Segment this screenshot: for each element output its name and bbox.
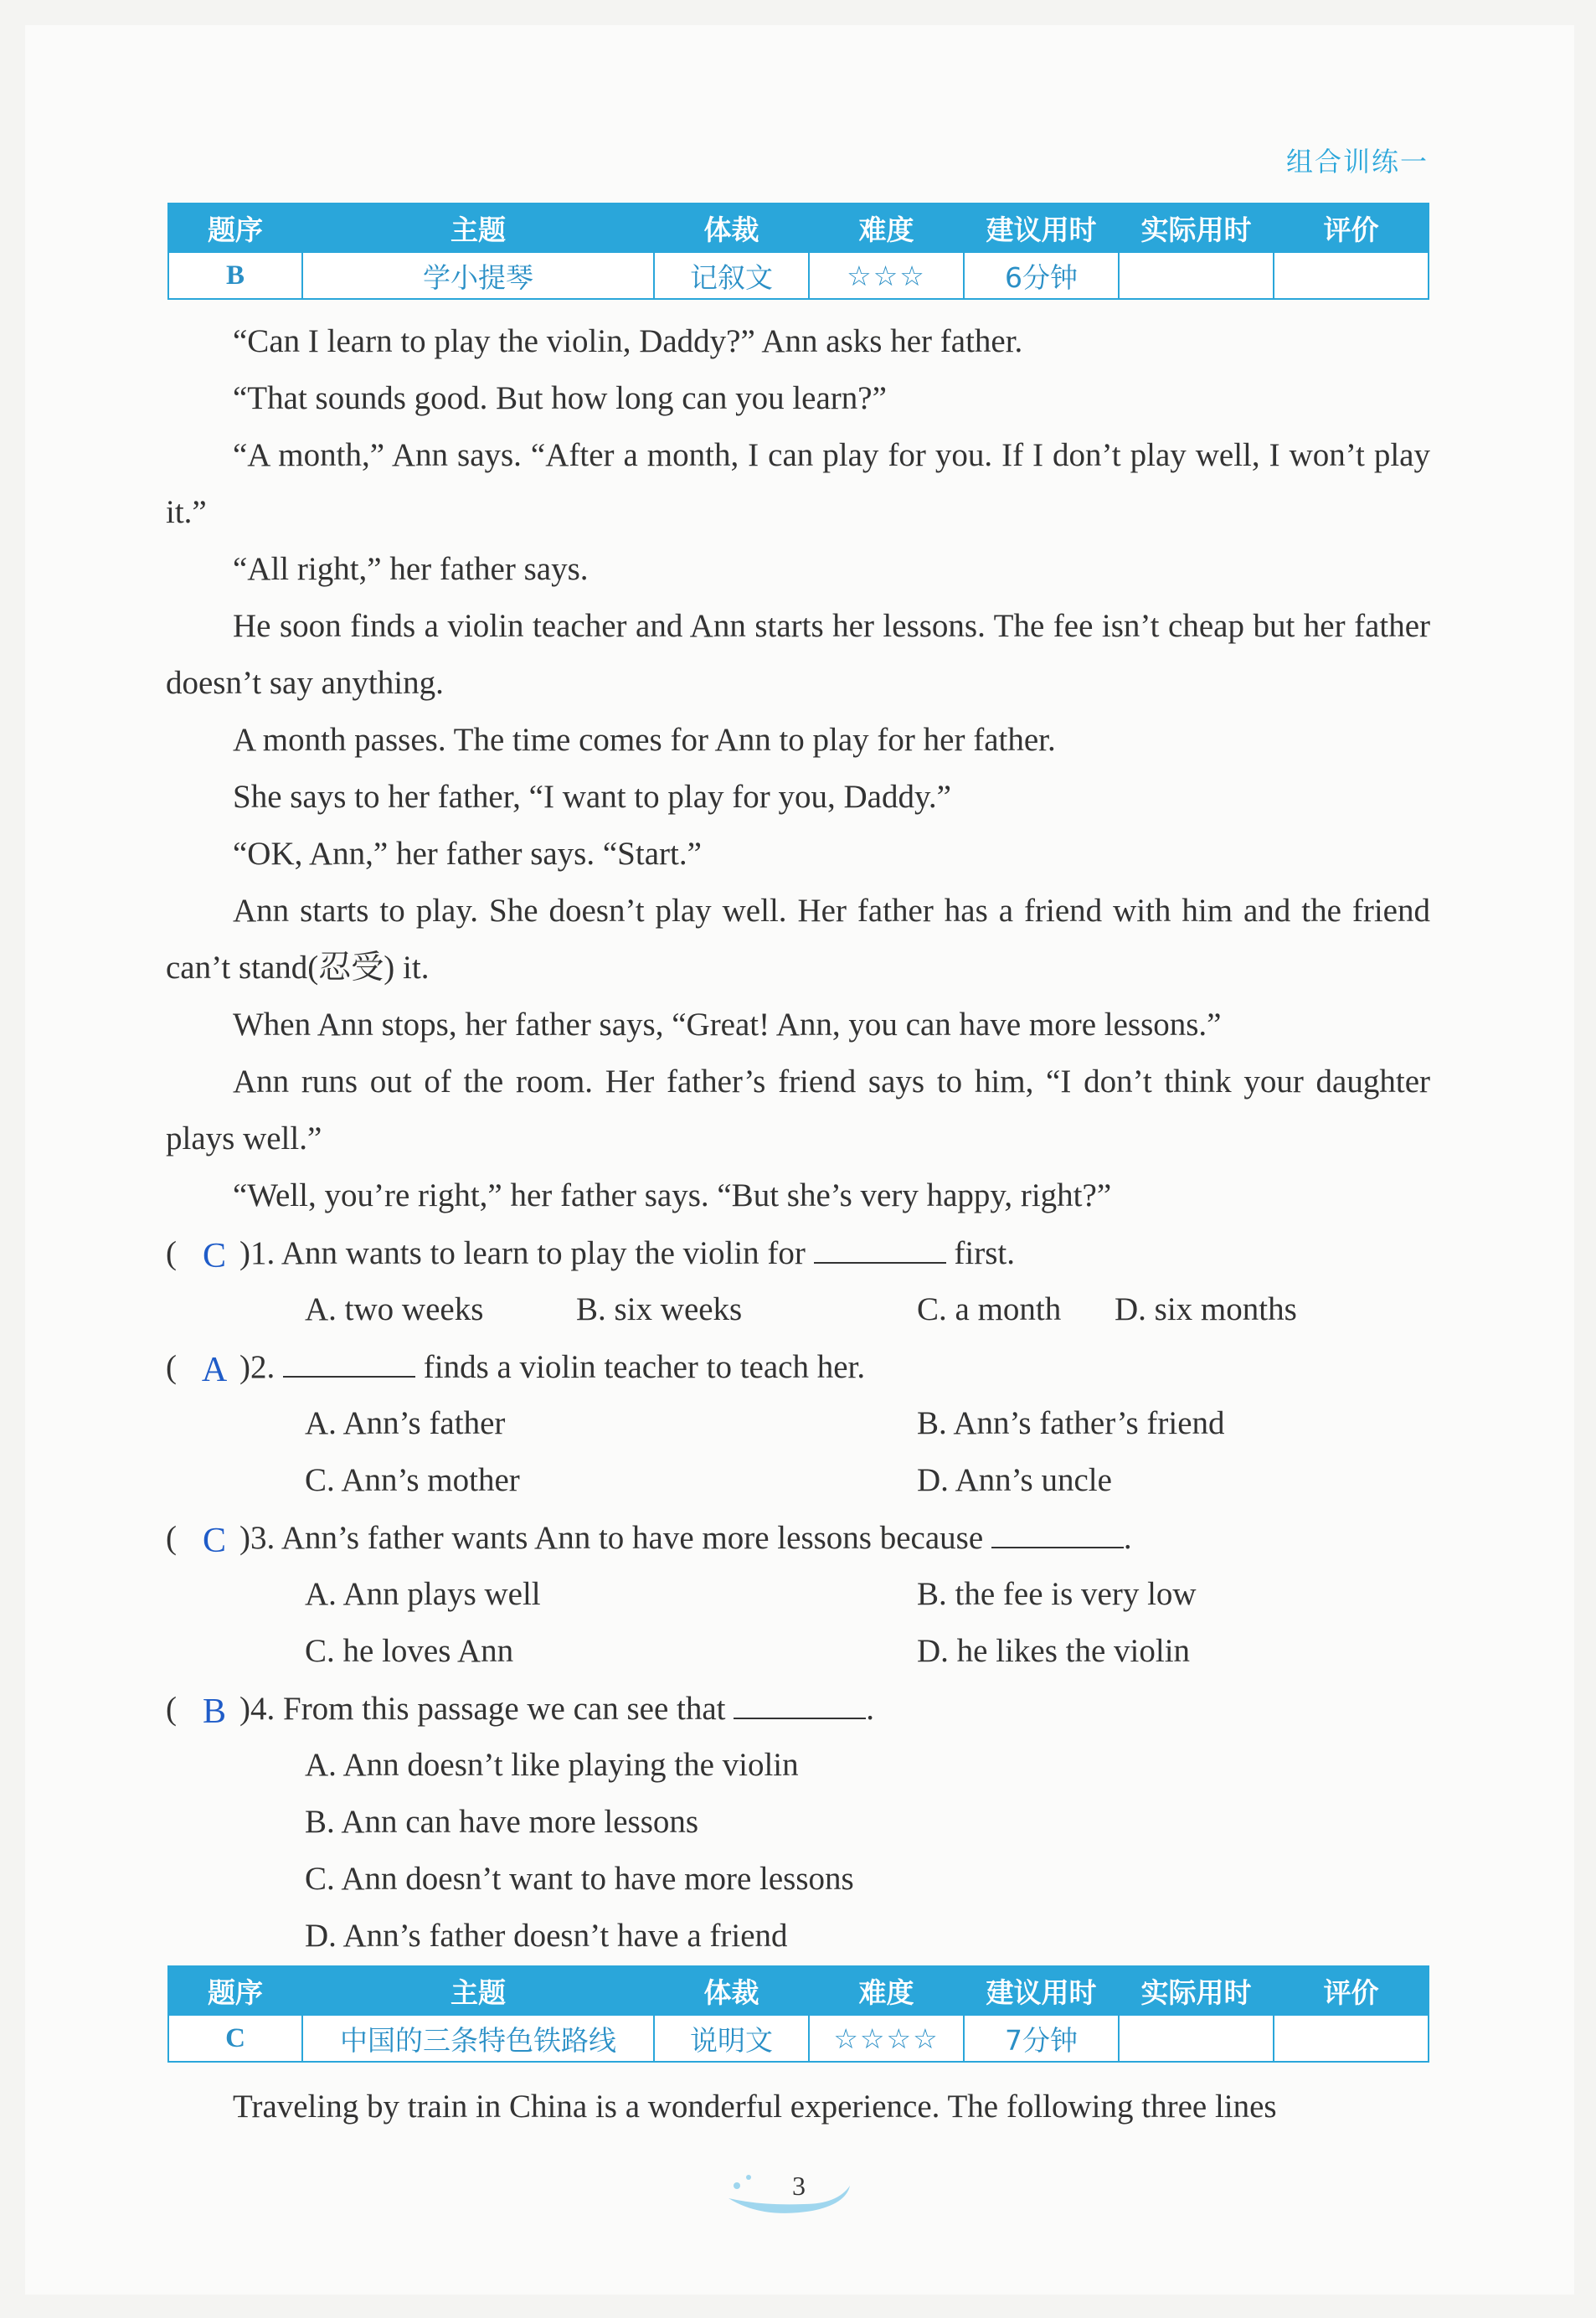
question-stem: From this passage we can see that <box>283 1691 726 1727</box>
answer-mark: B <box>202 1692 226 1731</box>
header-genre: 体裁 <box>654 203 809 252</box>
header-seq: 题序 <box>168 1966 302 2015</box>
option: D. Ann’s uncle <box>917 1462 1112 1498</box>
paragraph: “Well, you’re right,” her father says. “But she’s very happy, right?” <box>233 1177 1112 1213</box>
question-stem: Ann wants to learn to play the violin for <box>281 1235 806 1271</box>
paragraph: “A month,” Ann says. “After a month, I can play for you. If I don’t play well, I won’t play it.” <box>166 437 1430 530</box>
cell-rating <box>1274 252 1429 299</box>
question-stem-end: first. <box>954 1235 1015 1271</box>
info-table-b <box>167 203 1429 300</box>
header-suggested-time: 建议用时 <box>964 1966 1119 2015</box>
section-title: 组合训练一 <box>1286 146 1429 178</box>
cell-time: 6分钟 <box>964 252 1119 299</box>
cell-time: 7分钟 <box>964 2015 1119 2062</box>
option: C. he loves Ann <box>305 1633 514 1669</box>
question-number: )1. <box>239 1235 275 1271</box>
cell-topic: 学小提琴 <box>302 252 654 299</box>
question-number: )2. <box>239 1349 275 1385</box>
cell-genre: 记叙文 <box>654 252 809 299</box>
cell-seq: B <box>168 252 302 299</box>
question-stem-end: finds a violin teacher to teach her. <box>423 1349 866 1385</box>
page-number: 3 <box>792 2171 806 2201</box>
table-header-row <box>168 203 1429 252</box>
info-table-c <box>167 1965 1429 2063</box>
paragraph: When Ann stops, her father says, “Great! Ann, you can have more lessons.” <box>233 1007 1222 1043</box>
cell-difficulty: ☆☆☆ <box>809 252 964 299</box>
header-difficulty: 难度 <box>809 203 964 252</box>
answer-blank <box>991 1522 1124 1548</box>
option: A. Ann plays well <box>305 1576 541 1612</box>
question-number: )3. <box>239 1520 275 1556</box>
paragraph: “OK, Ann,” her father says. “Start.” <box>233 836 702 872</box>
cell-topic: 中国的三条特色铁路线 <box>302 2015 654 2062</box>
table-row <box>168 2015 1429 2062</box>
option: B. six weeks <box>576 1291 743 1327</box>
paragraph: Ann runs out of the room. Her father’s friend says to him, “I don’t think your daughter plays well.” <box>166 1064 1430 1156</box>
question-stem: Ann’s father wants Ann to have more lessons because <box>281 1520 984 1556</box>
question-number: )4. <box>239 1691 275 1727</box>
paragraph: He soon finds a violin teacher and Ann starts her lessons. The fee isn’t cheap but her father doesn’t say anything. <box>166 608 1430 701</box>
paragraph: “All right,” her father says. <box>233 551 589 587</box>
option: B. the fee is very low <box>917 1576 1197 1612</box>
header-rating: 评价 <box>1274 203 1429 252</box>
next-passage-line: Traveling by train in China is a wonderful experience. The following three lines <box>233 2089 1277 2125</box>
cell-genre: 说明文 <box>654 2015 809 2062</box>
header-topic: 主题 <box>302 1966 654 2015</box>
paragraph: “That sounds good. But how long can you learn?” <box>233 380 887 416</box>
header-actual-time: 实际用时 <box>1119 203 1274 252</box>
question-4: ( B )4. From this passage we can see that . <box>166 1680 1439 1738</box>
header-rating: 评价 <box>1274 1966 1429 2015</box>
header-topic: 主题 <box>302 203 654 252</box>
header-difficulty: 难度 <box>809 1966 964 2015</box>
option: B. Ann can have more lessons <box>305 1804 699 1840</box>
answer-mark: C <box>202 1237 226 1275</box>
paragraph: Ann starts to play. She doesn’t play well. Her father has a friend with him and the friend can’t stand(忍受) it. <box>166 893 1430 986</box>
option: D. six months <box>1115 1291 1297 1327</box>
option: C. Ann doesn’t want to have more lessons <box>305 1861 854 1897</box>
option: B. Ann’s father’s friend <box>917 1405 1225 1441</box>
answer-blank <box>734 1692 866 1719</box>
option: D. Ann’s father doesn’t have a friend <box>305 1918 788 1954</box>
question-3: ( C )3. Ann’s father wants Ann to have more lessons because . <box>166 1509 1439 1567</box>
option: A. two weeks <box>305 1291 484 1327</box>
cell-actual <box>1119 2015 1274 2062</box>
header-genre: 体裁 <box>654 1966 809 2015</box>
option: C. a month <box>917 1291 1062 1327</box>
answer-mark: C <box>202 1522 226 1560</box>
cell-seq: C <box>168 2015 302 2062</box>
answer-blank <box>814 1237 946 1264</box>
answer-mark: A <box>201 1351 228 1389</box>
option: D. he likes the violin <box>917 1633 1191 1669</box>
question-2: ( A )2. finds a violin teacher to teach her. <box>166 1338 1439 1396</box>
option: A. Ann’s father <box>305 1405 506 1441</box>
header-actual-time: 实际用时 <box>1119 1966 1274 2015</box>
header-suggested-time: 建议用时 <box>964 203 1119 252</box>
cell-actual <box>1119 252 1274 299</box>
answer-blank <box>283 1351 415 1378</box>
paragraph: “Can I learn to play the violin, Daddy?” Ann asks her father. <box>233 323 1023 359</box>
cell-rating <box>1274 2015 1429 2062</box>
table-row <box>168 252 1429 299</box>
cell-difficulty: ☆☆☆☆ <box>809 2015 964 2062</box>
table-header-row <box>168 1966 1429 2015</box>
page-ornament-icon <box>712 2152 862 2228</box>
option: C. Ann’s mother <box>305 1462 520 1498</box>
question-1: ( C )1. Ann wants to learn to play the violin for first. <box>166 1224 1439 1282</box>
paragraph: A month passes. The time comes for Ann to play for her father. <box>233 722 1056 758</box>
question-stem-end: . <box>866 1691 875 1727</box>
paragraph: She says to her father, “I want to play for you, Daddy.” <box>233 779 951 815</box>
header-seq: 题序 <box>168 203 302 252</box>
option: A. Ann doesn’t like playing the violin <box>305 1747 799 1783</box>
question-stem-end: . <box>1123 1520 1132 1556</box>
